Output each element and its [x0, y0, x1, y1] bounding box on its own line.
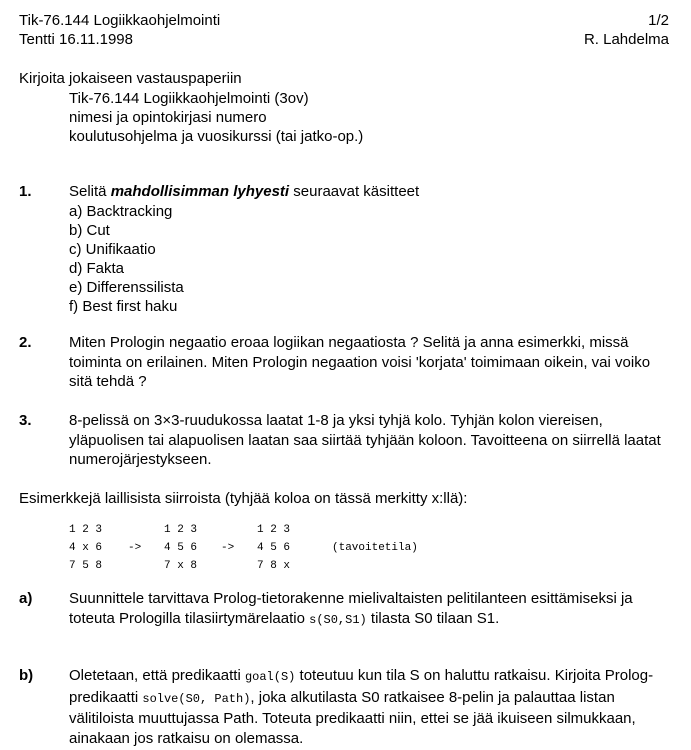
board-middle [164, 521, 197, 575]
part-b-code-goal: goal(S) [244, 670, 296, 684]
board-row: 4 x 6 [69, 542, 103, 554]
question-3-text: 8-pelissä on 3×3-ruudukossa laatat 1-8 ja yksi tyhjä kolo. Tyhjän kolon viereisen, yläpuolisen tai alapuolisen laatan saa siirtää tyhjään koloon. Tavoitteena on siirrellä laatat numerojärjestykseen. [69, 412, 661, 468]
q1-item: e) Differenssilista [69, 279, 184, 296]
q1-item: f) Best first haku [69, 298, 178, 315]
part-b-p1: Oletetaan, että predikaatti [69, 667, 245, 684]
examples-lead: Esimerkkejä laillisista siirroista (tyhjää koloa on tässä merkitty x:llä): [19, 490, 468, 507]
part-b-p2: toteutuu kun tila S on haluttu ratkaisu. Kirjoita Prolog-predikaatti [69, 667, 654, 706]
part-b-p3: , joka alkutilasta S0 ratkaisee 8-pelin ja palauttaa listan välitiloista muuttujassa Path. Toteuta predikaatti niin, ettei se jää ikuiseen silmukkaan, ainakaan jos ratkaisu on olemassa. [69, 688, 636, 747]
board-row: 1 2 3 [164, 524, 198, 536]
exam-date: Tentti 16.11.1998 [19, 31, 133, 48]
q1-post: seuraavat käsitteet [289, 183, 420, 200]
q1-item: b) Cut [69, 222, 110, 239]
board-row: 7 8 x [257, 560, 291, 572]
board-row: 7 x 8 [164, 560, 198, 572]
part-a-text [69, 589, 669, 630]
page-number: 1/2 [648, 12, 669, 29]
question-number-1: 1. [19, 183, 32, 200]
author: R. Lahdelma [583, 31, 669, 48]
part-b-label: b) [19, 667, 34, 684]
part-a-p2: tilasta S0 tilaan S1. [366, 609, 500, 627]
q1-pre: Selitä [69, 183, 111, 200]
board-row: 4 5 6 [257, 542, 291, 554]
intro-item: nimesi ja opintokirjasi numero [69, 109, 267, 126]
board-row: 1 2 3 [69, 524, 103, 536]
intro-item: Tik-76.144 Logiikkaohjelmointi (3ov) [69, 90, 309, 107]
intro-lead: Kirjoita jokaiseen vastauspaperiin [19, 70, 242, 87]
question-2-text: Miten Prologin negaatio eroaa logiikan negaatiosta ? Selitä ja anna esimerkki, missä toiminta on erilainen. Miten Prologin negaation voisi 'korjata' toimimaan oikein, vai voiko sitä tehdä ? [69, 334, 651, 390]
part-a-code: s(S0,S1) [309, 612, 367, 627]
board-start [69, 521, 102, 575]
part-b-code-solve: solve(S0, Path) [142, 691, 251, 706]
board-row: 7 5 8 [69, 560, 103, 572]
part-b-text [69, 666, 669, 748]
arrow-1: -> [128, 542, 142, 554]
q1-item: a) Backtracking [69, 203, 173, 220]
arrow-2: -> [221, 542, 235, 554]
intro-item: koulutusohjelma ja vuosikurssi (tai jatko-op.) [69, 128, 364, 145]
part-a-p1: Suunnittele tarvittava Prolog-tietorakenne mielivaltaisten pelitilanteen esittämiseksi ja toteuta Prologilla tilasiirtymärelaatio [69, 590, 633, 627]
question-number-3: 3. [19, 412, 32, 429]
question-1-text [69, 182, 419, 201]
board-row: 1 2 3 [257, 524, 291, 536]
board-row: 4 5 6 [164, 542, 198, 554]
q1-item: c) Unifikaatio [69, 241, 156, 258]
part-a-label: a) [19, 590, 33, 607]
course-title: Tik-76.144 Logiikkaohjelmointi [19, 12, 221, 29]
q1-emphasis: mahdollisimman lyhyesti [110, 183, 290, 200]
goal-label: (tavoitetila) [332, 542, 418, 554]
question-number-2: 2. [19, 334, 32, 351]
board-goal [257, 521, 290, 575]
q1-item: d) Fakta [69, 260, 125, 277]
